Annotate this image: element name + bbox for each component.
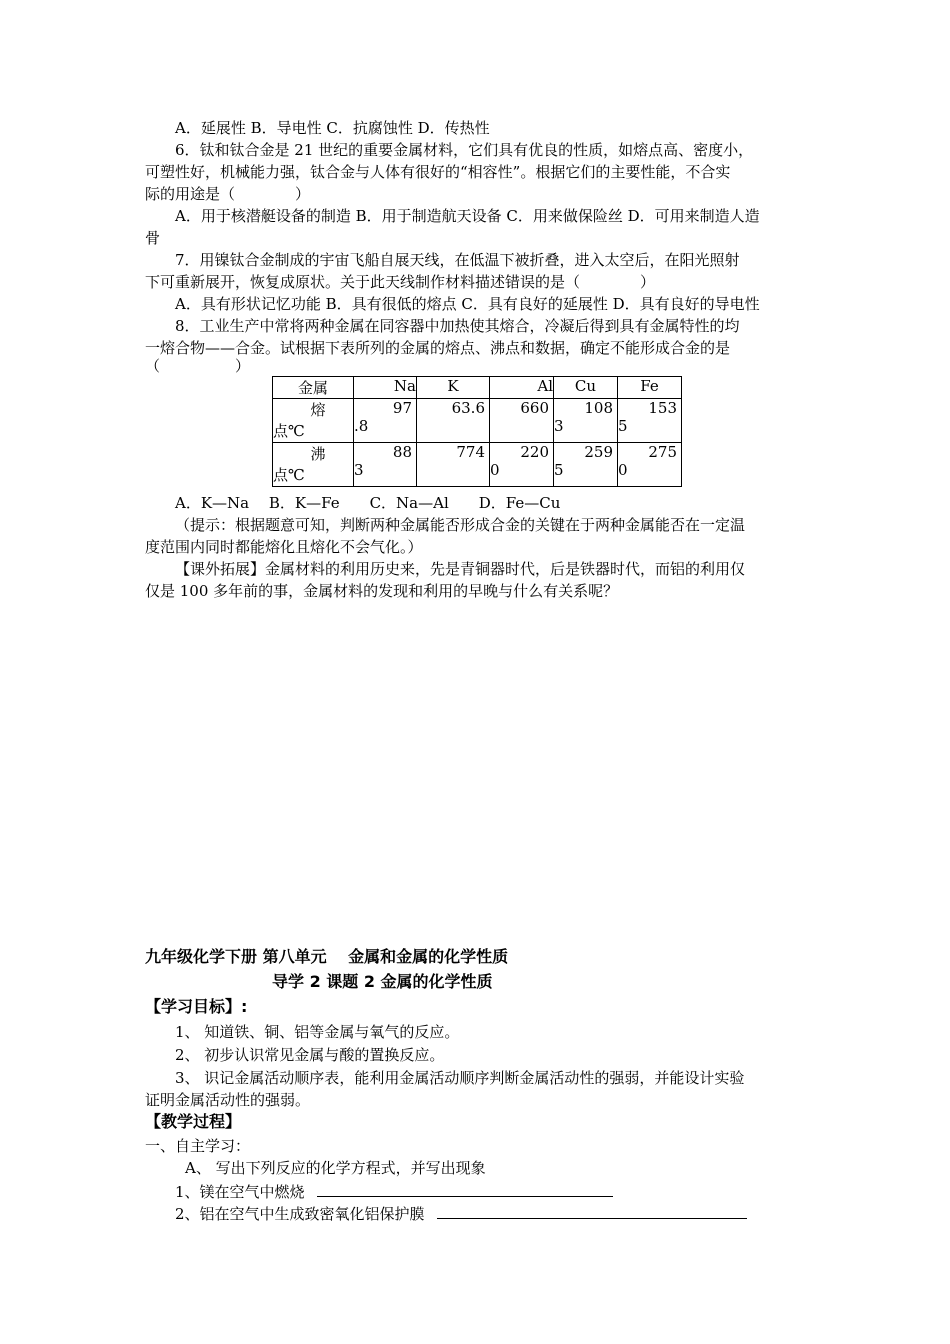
row-label-top: 熔 (310, 401, 326, 419)
goal-item: 3、 识记金属活动顺序表，能利用金属活动顺序判断金属活动性的强弱，并能设计实验 (175, 1069, 745, 1087)
table-cell (490, 399, 554, 443)
cell-value-top: 259 (584, 443, 613, 461)
goal-item: 1、 知道铁、铜、铝等金属与氧气的反应。 (175, 1023, 460, 1041)
cell-value-top: 275 (648, 443, 677, 461)
goal-item: 2、 初步认识常见金属与酸的置换反应。 (175, 1046, 445, 1064)
answer-blank[interactable] (437, 1202, 747, 1219)
q6-text-3: 际的用途是（ ） (145, 185, 311, 203)
extension-text-2: 仅是 100 多年前的事，金属材料的发现和利用的早晚与什么有关系呢？ (145, 582, 619, 600)
table-header-cell: Na (354, 377, 417, 399)
table-header-cell: Fe (618, 377, 682, 399)
goal-item-continued: 证明金属活动性的强弱。 (145, 1091, 311, 1109)
cell-value-top: 220 (520, 443, 549, 461)
row-label-bottom: 点℃ (273, 466, 305, 484)
table-cell (490, 443, 554, 487)
cell-value-top: 88 (392, 443, 412, 461)
q7-text-1: 7．用镍钛合金制成的宇宙飞船自展天线，在低温下被折叠，进入太空后，在阳光照射 (175, 251, 740, 269)
cell-value-bottom: 3 (554, 417, 564, 435)
q6-text-1: 6．钛和钛合金是 21 世纪的重要金属材料，它们具有优良的性质，如熔点高、密度小， (175, 141, 754, 159)
metal-properties-table (272, 376, 682, 487)
table-header-cell: K (417, 377, 490, 399)
table-cell (618, 399, 682, 443)
q7-text-2: 下可重新展开，恢复成原状。关于此天线制作材料描述错误的是（ ） (145, 273, 656, 291)
goals-heading: 【学习目标】: (145, 997, 248, 1016)
cell-value-top: 108 (584, 399, 613, 417)
table-cell (354, 443, 417, 487)
cell-value-bottom: .8 (354, 417, 369, 435)
q8-text-2: 一熔合物——合金。试根据下表所列的金属的熔点、沸点和数据，确定不能形成合金的是 (145, 339, 731, 357)
cell-value-bottom: 5 (618, 417, 628, 435)
cell-value-top: 153 (648, 399, 677, 417)
cell-value-top: 660 (520, 399, 549, 417)
table-cell (618, 443, 682, 487)
q6-options-2: 骨 (145, 229, 161, 247)
row-label-bottom: 点℃ (273, 422, 305, 440)
cell-value-top: 774 (456, 443, 485, 461)
q7-options: A．具有形状记忆功能 B．具有很低的熔点 C．具有良好的延展性 D．具有良好的导电性 (175, 295, 760, 313)
answer-blank[interactable] (317, 1180, 613, 1197)
hint-text-1: （提示：根据题意可知，判断两种金属能否形成合金的关键在于两种金属能否在一定温 (175, 516, 746, 534)
q8-options: A．K—Na B．K—Fe C．Na—Al D．Fe—Cu (175, 494, 561, 512)
q5-options: A．延展性 B．导电性 C．抗腐蚀性 D．传热性 (175, 119, 490, 137)
process-heading: 【教学过程】 (145, 1112, 242, 1131)
task-item-2-label: 2、铝在空气中生成致密氧化铝保护膜 (175, 1205, 425, 1223)
q6-options-1: A．用于核潜艇设备的制造 B．用于制造航天设备 C．用来做保险丝 D．可用来制造人造 (175, 207, 760, 225)
cell-value-top: 97 (392, 399, 412, 417)
table-cell (554, 443, 618, 487)
cell-value-bottom: 0 (618, 461, 628, 479)
q8-text-1: 8．工业生产中常将两种金属在同容器中加热使其熔合，冷凝后得到具有金属特性的均 (175, 317, 740, 335)
table-header-cell: 金属 (273, 377, 354, 399)
self-study-heading: 一、自主学习： (145, 1137, 251, 1155)
table-header-cell: Cu (554, 377, 618, 399)
row-label-cell (273, 399, 354, 443)
task-item-1-label: 1、镁在空气中燃烧 (175, 1183, 305, 1201)
table-header-cell: Al (490, 377, 554, 399)
lesson-subtitle: 导学 2 课题 2 金属的化学性质 (272, 972, 493, 991)
task-item-1 (175, 1180, 613, 1202)
cell-value-bottom: 0 (490, 461, 500, 479)
q8-text-3: （ ） (145, 357, 251, 375)
cell-value-top: 63.6 (451, 399, 485, 417)
row-label-top: 沸 (310, 445, 326, 463)
table-cell (417, 399, 490, 443)
table-cell (554, 399, 618, 443)
table-row (273, 399, 682, 443)
row-label-cell (273, 443, 354, 487)
task-item-2 (175, 1202, 747, 1224)
extension-text-1: 【课外拓展】金属材料的利用历史来，先是青铜器时代，后是铁器时代，而铝的利用仅 (175, 560, 746, 578)
task-a: A、 写出下列反应的化学方程式，并写出现象 (185, 1159, 486, 1177)
table-cell (354, 399, 417, 443)
section-title: 九年级化学下册 第八单元 金属和金属的化学性质 (145, 947, 509, 966)
cell-value-bottom: 5 (554, 461, 564, 479)
hint-text-2: 度范围内同时都能熔化且熔化不会气化。） (145, 538, 423, 556)
cell-value-bottom: 3 (354, 461, 364, 479)
q6-text-2: 可塑性好，机械能力强，钛合金与人体有很好的“相容性”。根据它们的主要性能，不合实 (145, 163, 731, 181)
table-header-row (273, 377, 682, 399)
table-row (273, 443, 682, 487)
table-cell (417, 443, 490, 487)
